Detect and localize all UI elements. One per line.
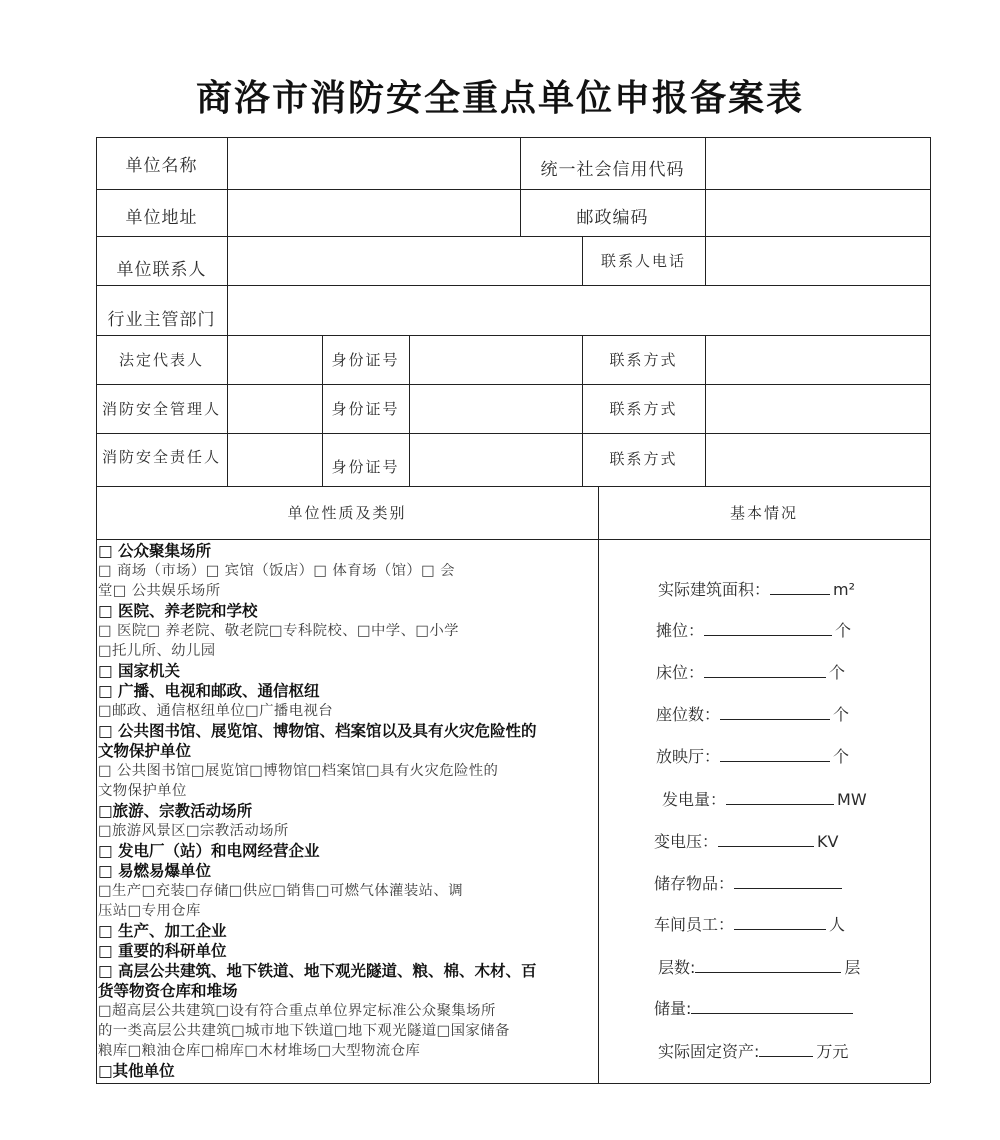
category-option-line[interactable]: 粮库□粮油仓库□棉库□木材堆场□大型物流仓库	[98, 1043, 421, 1059]
basic-info-unit: 人	[829, 915, 846, 934]
label-contact-method: 联系方式	[609, 400, 678, 418]
basic-info-label: 实际固定资产:	[658, 1042, 760, 1061]
row-divider	[96, 539, 930, 540]
basic-info-row	[656, 702, 849, 725]
category-heading[interactable]: 文物保护单位	[98, 742, 192, 760]
legal-rep-id-field[interactable]	[410, 336, 581, 383]
category-heading[interactable]: □旅游、宗教活动场所	[98, 802, 253, 820]
category-heading[interactable]: □ 重要的科研单位	[98, 942, 227, 960]
industry-dept-field[interactable]	[228, 286, 929, 334]
basic-info-blank-field[interactable]	[704, 660, 826, 678]
label-fire-manager: 消防安全管理人	[101, 400, 221, 418]
category-option-line[interactable]: □托儿所、幼儿园	[98, 643, 216, 659]
registration-form	[96, 137, 930, 1083]
label-credit-code: 统一社会信用代码	[540, 159, 685, 180]
label-industry-dept: 行业主管部门	[107, 309, 216, 330]
basic-info-label: 储量:	[654, 999, 692, 1018]
section-header-nature: 单位性质及类别	[287, 504, 407, 522]
basic-info-row	[658, 955, 860, 978]
table-border-right	[930, 137, 931, 1083]
basic-info-unit: 个	[835, 621, 852, 640]
credit-code-field[interactable]	[706, 138, 929, 188]
label-unit-name: 单位名称	[125, 155, 198, 176]
section-divider	[598, 486, 599, 1083]
basic-info-unit: MW	[837, 790, 867, 809]
basic-info-blank-field[interactable]	[734, 871, 842, 889]
postal-code-field[interactable]	[706, 190, 929, 235]
basic-info-row	[658, 577, 855, 600]
unit-address-field[interactable]	[228, 190, 519, 235]
category-heading[interactable]: □ 发电厂（站）和电网经营企业	[98, 842, 320, 860]
category-option-line[interactable]: 的一类高层公共建筑□城市地下铁道□地下观光隧道□国家储备	[98, 1023, 510, 1039]
basic-info-label: 储存物品：	[654, 874, 735, 893]
basic-info-label: 车间员工：	[654, 915, 735, 934]
basic-info-row	[656, 744, 849, 767]
label-id-number: 身份证号	[331, 351, 400, 369]
category-heading[interactable]: □ 公众聚集场所	[98, 542, 212, 560]
category-heading[interactable]: □ 医院、养老院和学校	[98, 602, 258, 620]
basic-info-row	[658, 1039, 848, 1062]
fire-responsible-contact-field[interactable]	[706, 434, 929, 485]
table-border-bottom	[96, 1083, 930, 1084]
basic-info-blank-field[interactable]	[726, 787, 834, 805]
basic-info-label: 发电量：	[662, 790, 727, 809]
basic-info-row	[654, 996, 856, 1019]
category-option-line[interactable]: □ 公共图书馆□展览馆□博物馆□档案馆□具有火灾危险性的	[98, 763, 499, 779]
fire-manager-contact-field[interactable]	[706, 385, 929, 432]
basic-info-blank-field[interactable]	[718, 829, 814, 847]
basic-info-blank-field[interactable]	[691, 996, 853, 1014]
category-heading[interactable]: □ 易燃易爆单位	[98, 862, 212, 880]
basic-info-row	[654, 829, 838, 852]
category-option-line[interactable]: □超高层公共建筑□设有符合重点单位界定标准公众聚集场所	[98, 1003, 496, 1019]
basic-info-unit: 万元	[816, 1042, 849, 1061]
basic-info-unit: m²	[833, 580, 856, 599]
category-heading[interactable]: □ 生产、加工企业	[98, 922, 227, 940]
basic-info-row	[656, 660, 845, 683]
category-option-line[interactable]: □邮政、通信枢纽单位□广播电视台	[98, 703, 334, 719]
basic-info-blank-field[interactable]	[720, 702, 830, 720]
basic-info-unit: 层	[844, 958, 861, 977]
label-legal-rep: 法定代表人	[118, 351, 204, 369]
basic-info-blank-field[interactable]	[695, 955, 841, 973]
category-option-line[interactable]: □生产□充装□存储□供应□销售□可燃气体灌装站、调	[98, 883, 464, 899]
category-heading[interactable]: □ 公共图书馆、展览馆、博物馆、档案馆以及具有火灾危险性的	[98, 722, 537, 740]
basic-info-label: 摊位：	[656, 621, 705, 640]
label-postal-code: 邮政编码	[576, 208, 649, 228]
section-header-basic: 基本情况	[729, 504, 798, 522]
label-fire-responsible: 消防安全责任人	[101, 447, 221, 466]
category-option-line[interactable]: □旅游风景区□宗教活动场所	[98, 823, 289, 839]
category-heading[interactable]: □其他单位	[98, 1062, 175, 1080]
fire-manager-id-field[interactable]	[410, 385, 581, 432]
basic-info-blank-field[interactable]	[734, 912, 826, 930]
fire-responsible-id-field[interactable]	[410, 434, 581, 485]
label-id-number: 身份证号	[331, 457, 400, 476]
category-option-line[interactable]: □ 商场（市场）□ 宾馆（饭店）□ 体育场（馆）□ 会	[98, 563, 455, 579]
basic-info-blank-field[interactable]	[770, 577, 830, 595]
form-title: 商洛市消防安全重点单位申报备案表	[195, 77, 804, 119]
category-option-line[interactable]: 压站□专用仓库	[98, 903, 201, 919]
basic-info-blank-field[interactable]	[704, 618, 832, 636]
label-contact-phone: 联系人电话	[600, 252, 686, 270]
basic-info-label: 实际建筑面积：	[658, 580, 771, 599]
basic-info-blank-field[interactable]	[720, 744, 830, 762]
legal-rep-contact-field[interactable]	[706, 336, 929, 383]
category-option-line[interactable]: 文物保护单位	[98, 783, 187, 799]
basic-info-unit: 个	[833, 747, 850, 766]
unit-contact-field[interactable]	[228, 237, 581, 284]
basic-info-label: 变电压：	[654, 832, 719, 851]
basic-info-row	[654, 912, 845, 935]
unit-name-field[interactable]	[228, 138, 519, 188]
fire-manager-name-field[interactable]	[228, 385, 321, 432]
label-id-number: 身份证号	[331, 400, 400, 418]
category-heading[interactable]: □ 广播、电视和邮政、通信枢纽	[98, 682, 320, 700]
label-contact-method: 联系方式	[609, 449, 678, 468]
category-heading[interactable]: 货等物资仓库和堆场	[98, 982, 238, 1000]
basic-info-blank-field[interactable]	[759, 1039, 813, 1057]
fire-responsible-name-field[interactable]	[228, 434, 321, 485]
basic-info-label: 放映厅：	[656, 747, 721, 766]
category-option-line[interactable]: □ 医院□ 养老院、敬老院□专科院校、□中学、□小学	[98, 623, 459, 639]
category-list	[98, 541, 598, 1081]
category-heading[interactable]: □ 国家机关	[98, 662, 181, 680]
basic-info-row	[654, 871, 845, 894]
basic-info-unit: 个	[829, 663, 846, 682]
basic-info-unit: 个	[833, 705, 850, 724]
legal-rep-name-field[interactable]	[228, 336, 321, 383]
basic-info-row	[656, 618, 851, 641]
label-contact-method: 联系方式	[609, 351, 678, 369]
basic-info-label: 床位：	[656, 663, 705, 682]
basic-info-label: 座位数：	[656, 705, 721, 724]
label-unit-contact: 单位联系人	[116, 260, 207, 280]
basic-info-label: 层数:	[658, 958, 696, 977]
category-option-line[interactable]: 堂□ 公共娱乐场所	[98, 583, 221, 599]
contact-phone-field[interactable]	[706, 237, 929, 284]
category-heading[interactable]: □ 高层公共建筑、地下铁道、地下观光隧道、粮、棉、木材、百	[98, 962, 537, 980]
label-unit-address: 单位地址	[125, 208, 198, 228]
basic-info-unit: KV	[817, 832, 839, 851]
basic-info-row	[662, 787, 867, 810]
